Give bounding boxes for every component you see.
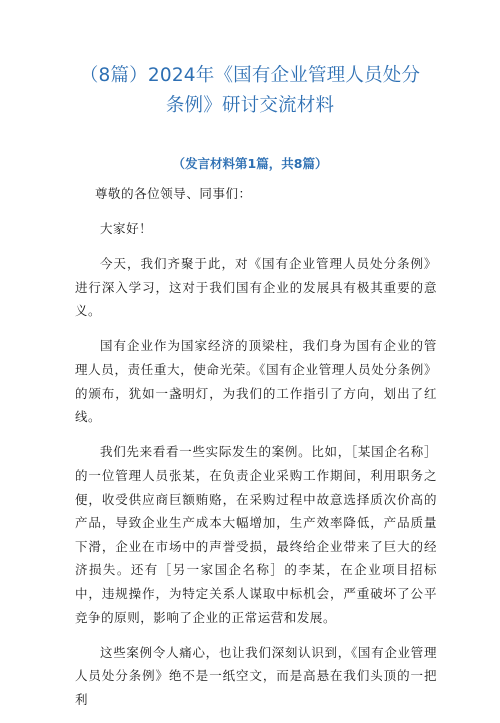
- paragraph-reflection: 这些案例令人痛心，也让我们深刻认识到，《国有企业管理人员处分条例》绝不是一纸空文，而是高悬在我们头顶的一把利: [75, 644, 437, 707]
- paragraph-responsibility: 国有企业作为国家经济的顶梁柱，我们身为国有企业的管理人员，责任重大，使命光荣。《国有企业管理人员处分条例》的颁布，犹如一盏明灯，为我们的工作指引了方向，划出了红线。: [75, 338, 437, 425]
- paragraph-cases: 我们先来看看一些实际发生的案例。比如，［某国企名称］的一位管理人员张某，在负责企业采购工作期间，利用职务之便，收受供应商巨额贿赂，在采购过程中故意选择质次价高的产品，导致企业生产成本大幅增加，生产效率降低，产品质量下滑，企业在市场中的声誉受损，最终给企业带来了巨大的经济损失。还有［另一家国企名称］的李某，在企业项目招标中，违规操作，为特定关系人谋取中标机会，严重破坏了公平竞争的原则，影响了企业的正常运营和发展。: [75, 444, 437, 625]
- salutation: 尊敬的各位领导、同事们：: [95, 186, 252, 201]
- document-title: [60, 61, 440, 121]
- title-line-1: （8篇）2024年《国有企业管理人员处分: [79, 65, 421, 86]
- document-subtitle: （发言材料第1篇，共8篇）: [172, 156, 328, 171]
- greeting: 大家好！: [100, 221, 153, 237]
- title-line-2: 条例》研讨交流材料: [165, 95, 335, 116]
- document-body: [75, 182, 437, 723]
- paragraph-intro: 今天，我们齐聚于此，对《国有企业管理人员处分条例》进行深入学习，这对于我们国有企业的发展具有极其重要的意义。: [75, 256, 437, 319]
